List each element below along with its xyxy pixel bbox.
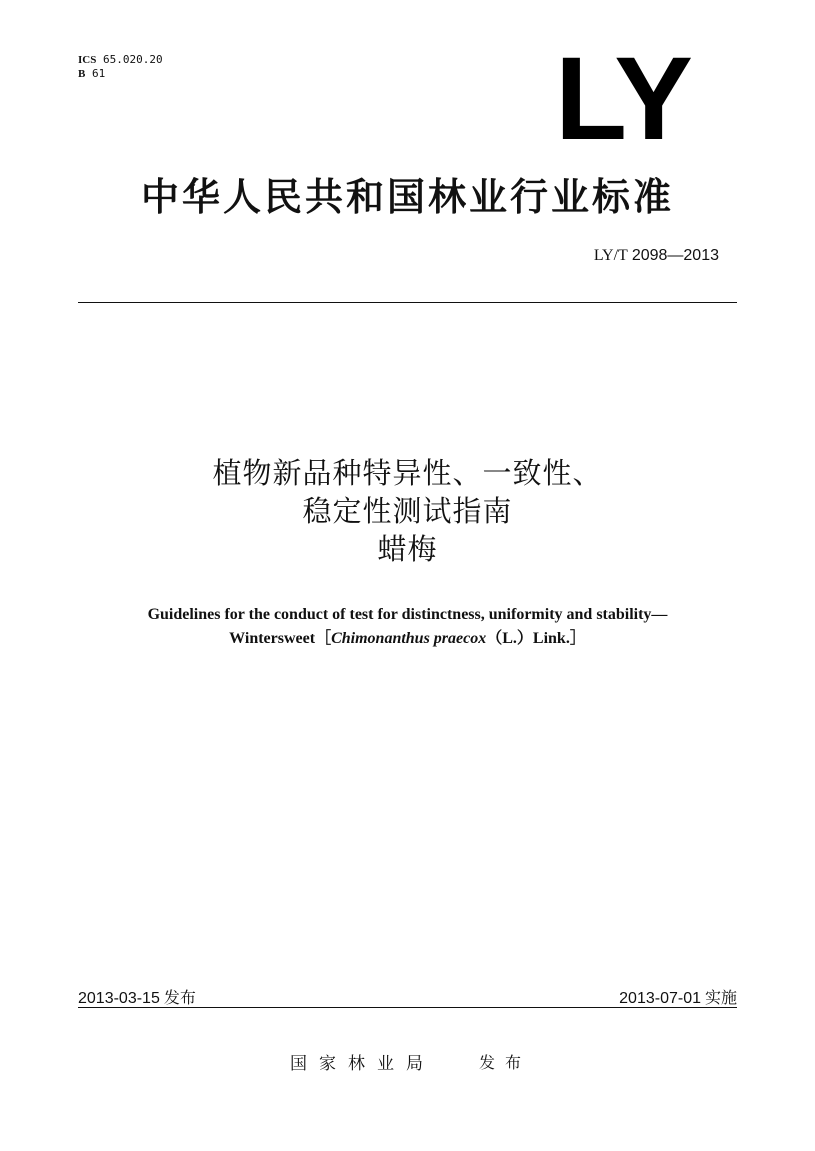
issue-date: 2013-03-15 [78,990,160,1007]
standard-number-value: 2098—2013 [631,247,719,264]
ics-code: 65.020.20 [102,53,163,66]
title-en-line-2-post: （L.）Link.］ [486,630,586,647]
title-en-line-2-pre: Wintersweet［ [229,630,332,647]
ccs-line [78,67,163,81]
implement-date: 2013-07-01 [619,990,701,1007]
standard-number [594,247,719,265]
species-name: Chimonanthus praecox [331,630,487,647]
title-en-line-1: Guidelines for the conduct of test for distinctness, uniformity and stability— [147,606,668,623]
ccs-label: B [78,68,86,80]
ly-logo: LY [555,33,691,165]
implement-date-block [619,985,737,1008]
title-en-line-2 [0,627,815,651]
bottom-divider [78,1007,737,1008]
ics-line [78,53,163,67]
publisher-action: 发布 [479,1053,532,1072]
classification-codes [78,53,163,81]
title-cn-line-2: 稳定性测试指南 [302,494,513,528]
ccs-code: 61 [91,67,106,80]
top-divider [78,302,737,303]
issue-label: 发布 [163,988,196,1007]
document-title-cn [0,454,815,568]
ics-label: ICS [78,54,97,66]
title-cn-line-3: 蜡梅 [377,532,438,566]
publisher-name: 国家林业局 [290,1054,435,1074]
standard-title: 中华人民共和国林业行业标准 [140,175,674,219]
issue-date-block [78,985,196,1008]
title-cn-line-1: 植物新品种特异性、一致性、 [212,456,603,490]
document-title-en [0,603,815,651]
implement-label: 实施 [704,988,737,1007]
standard-number-prefix: LY/T [593,247,628,264]
